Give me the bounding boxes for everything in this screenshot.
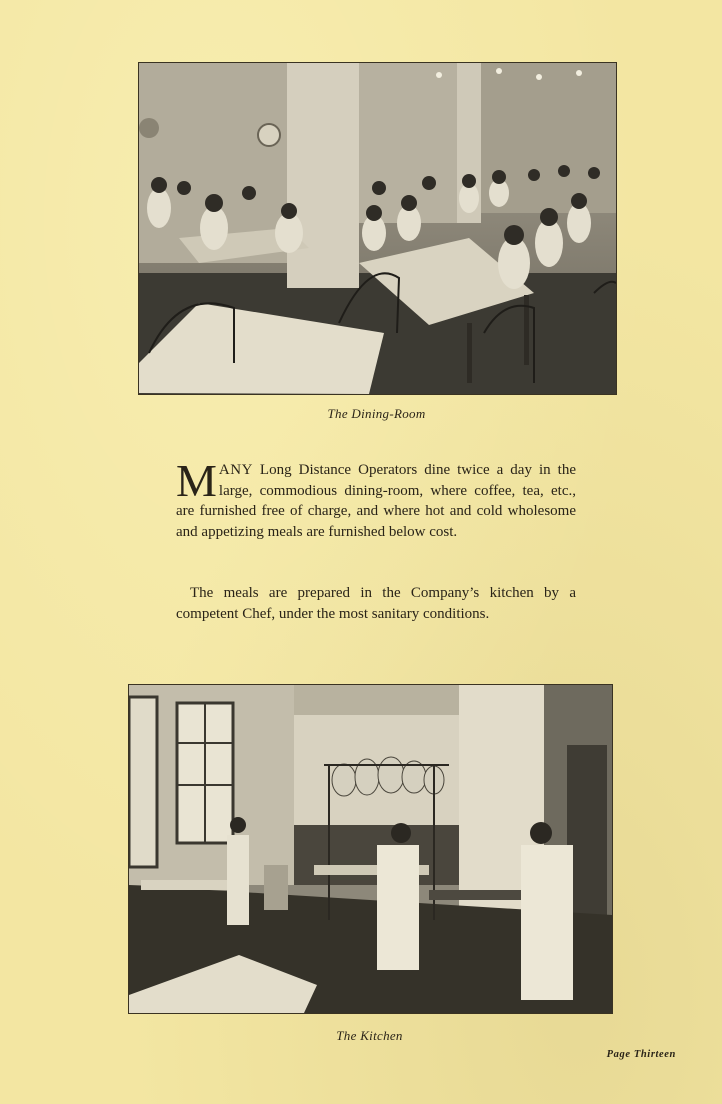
kitchen-paragraph: The meals are prepared in the Company’s kitchen by a competent Chef, under the most sanitary conditions. (176, 585, 576, 622)
kitchen-photo-image (129, 685, 612, 1013)
lead-word: ANY (218, 462, 253, 478)
dining-room-photo-image (139, 63, 616, 394)
page-number: Page Thirteen (606, 1049, 676, 1060)
kitchen-photo (128, 684, 613, 1014)
dining-room-caption: The Dining-Room (327, 406, 426, 421)
dining-room-photo (138, 62, 617, 395)
drop-cap: M (176, 455, 217, 506)
kitchen-caption: The Kitchen (336, 1028, 403, 1043)
intro-paragraph (176, 455, 576, 542)
intro-paragraph-text: Long Distance Operators dine twice a day in the large, commodious dining-room, where coffee, tea, etc., are furnished free of charge, and where hot and cold wholesome and appetizing meals are furnished below cost. (176, 462, 576, 540)
